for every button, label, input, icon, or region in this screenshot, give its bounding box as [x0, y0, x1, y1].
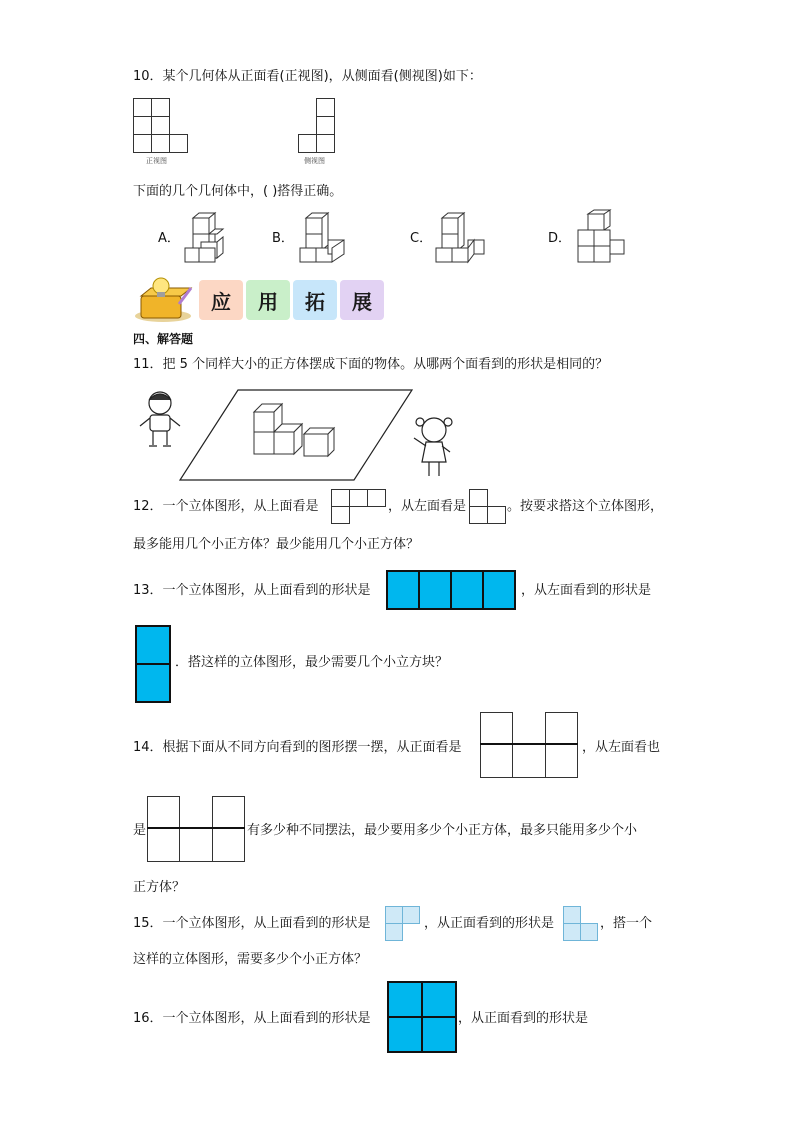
q15-part1: 15．一个立体图形，从上面看到的形状是	[133, 916, 371, 931]
girl-figure	[408, 412, 458, 482]
banner-char-tuo: 拓	[293, 280, 337, 320]
banner-char-ying: 应	[199, 280, 243, 320]
q10-side-caption: 侧视图	[304, 157, 325, 165]
q10-option-d[interactable]: D．	[548, 231, 572, 246]
q10-line2: 下面的几个几何体中，( )搭得正确。	[133, 184, 343, 199]
q10-option-b[interactable]: B．	[272, 231, 294, 246]
q12-top-view	[331, 489, 387, 525]
q15-line2: 这样的立体图形，需要多少个小正方体？	[133, 952, 368, 967]
boy-figure	[136, 388, 184, 450]
q10-side-view	[298, 98, 338, 156]
banner-char-zhan: 展	[340, 280, 384, 320]
q10-figure-c	[434, 212, 489, 264]
q12-left-view	[469, 489, 507, 525]
q11-text: 11．把 5 个同样大小的正方体摆成下面的物体。从哪两个面看到的形状是相同的？	[133, 357, 609, 372]
q10-front-view	[133, 98, 193, 156]
q10-figure-d	[574, 210, 629, 266]
q14-part3: 是	[133, 823, 147, 838]
q13-top-view	[386, 570, 519, 610]
q10-option-c[interactable]: C．	[410, 231, 433, 246]
banner-char-yong: 用	[246, 280, 290, 320]
q11-cube-object	[250, 402, 340, 458]
q10-option-a[interactable]: A．	[158, 231, 180, 246]
q16-top-view	[387, 981, 457, 1053]
q14-part4: 有多少种不同摆法，最少要用多少个小正方体，最多只能用多少个小	[247, 823, 638, 838]
q10-front-caption: 正视图	[146, 157, 167, 165]
q15-part3: ，搭一个	[600, 916, 653, 931]
q15-front-view	[563, 906, 601, 942]
q10-line1: 10．某个几何体从正面看(正视图)，从侧面看(侧视图)如下：	[133, 69, 482, 84]
q16-part1: 16．一个立体图形，从上面看到的形状是	[133, 1011, 371, 1026]
q12-part2: ，从左面看是	[388, 499, 467, 514]
section-title: 四、解答题	[133, 332, 194, 346]
q14-front-view	[480, 712, 580, 778]
lightbulb-box-icon	[133, 276, 193, 324]
q13-line2: ．搭这样的立体图形，最少需要几个小立方块？	[175, 655, 449, 670]
q14-part1: 14．根据下面从不同方向看到的图形摆一摆，从正面看是	[133, 740, 462, 755]
q14-left-view	[147, 796, 247, 862]
q10-figure-a	[183, 212, 238, 264]
q13-part1: 13．一个立体图形，从上面看到的形状是	[133, 583, 371, 598]
q12-line2: 最多能用几个小正方体？最少能用几个小正方体？	[133, 537, 420, 552]
q13-left-view	[135, 625, 173, 705]
q15-part2: ，从正面看到的形状是	[424, 916, 555, 931]
q13-part2: ，从左面看到的形状是	[521, 583, 652, 598]
q12-part3: 。按要求搭这个立体图形，	[507, 499, 664, 514]
q14-part2: ，从左面看也	[582, 740, 661, 755]
q15-top-view	[385, 906, 423, 942]
q10-figure-b	[296, 212, 351, 264]
q16-part2: ，从正面看到的形状是	[458, 1011, 589, 1026]
q12-part1: 12．一个立体图形，从上面看是	[133, 499, 319, 514]
q14-line3: 正方体？	[133, 880, 186, 895]
